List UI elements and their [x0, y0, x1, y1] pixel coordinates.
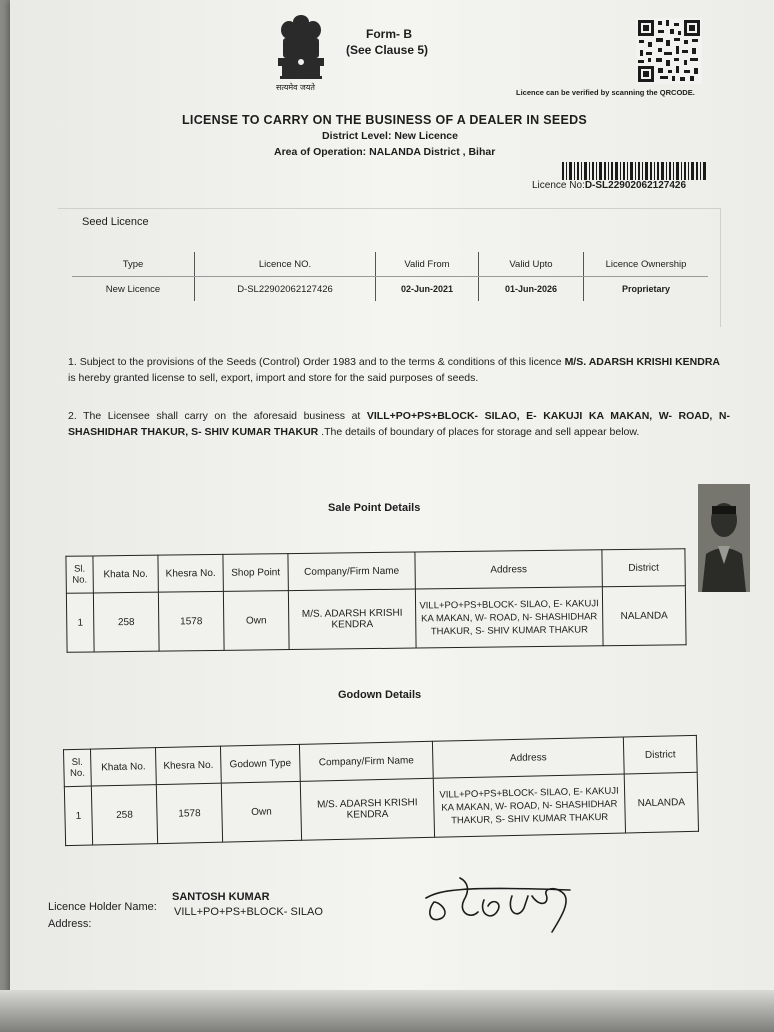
licence-number-value: D-SL22902062127426: [584, 180, 687, 191]
seed-value-ownership: Proprietary: [584, 277, 709, 302]
seed-header-type: Type: [72, 252, 195, 277]
emblem-caption: सत्यमेव जयते: [276, 83, 315, 92]
sale-header-khata-no: Khata No.: [93, 555, 158, 593]
godown-table: [63, 735, 699, 846]
sale-header-shop-point: Shop Point: [223, 554, 288, 592]
sale-header-khesra-no: Khesra No.: [158, 554, 223, 592]
sale-cell-company: M/S. ADARSH KRISHI KENDRA: [288, 589, 416, 650]
table-row: [66, 586, 686, 653]
area-of-operation: Area of Operation: NALANDA District , Bihar: [274, 146, 496, 158]
business-place-paragraph: [68, 408, 730, 440]
seed-header-valid-upto: Valid Upto: [479, 252, 584, 277]
godown-cell-sl-no: 1: [64, 786, 92, 846]
page-edge-shadow: [0, 990, 774, 1032]
sale-cell-khata-no: 258: [93, 592, 159, 652]
district-level: District Level: New Licence: [322, 130, 458, 142]
seed-licence-table: [72, 252, 708, 301]
seed-header-valid-from: Valid From: [376, 252, 479, 277]
seed-header-licence-no: Licence NO.: [195, 252, 376, 277]
holder-address-label: Address:: [48, 918, 92, 930]
seed-licence-value-row: [72, 277, 708, 302]
qr-code-icon: [636, 18, 702, 84]
holder-address: VILL+PO+PS+BLOCK- SILAO: [174, 906, 323, 918]
sale-header-sl-no: Sl. No.: [66, 556, 93, 593]
sale-cell-address: VILL+PO+PS+BLOCK- SILAO, E- KAKUJI KA MAKAN, W- ROAD, N- SHASHIDHAR THAKUR, S- SHIV KUMAR THAKUR: [415, 587, 603, 648]
holder-signature: [420, 872, 580, 942]
sale-header-address: Address: [415, 550, 602, 589]
godown-cell-khata-no: 258: [91, 785, 157, 845]
form-title: Form- B: [366, 27, 412, 41]
godown-header-company: Company/Firm Name: [299, 741, 433, 781]
godown-cell-godown-type: Own: [221, 781, 301, 842]
sale-header-district: District: [602, 549, 685, 587]
terms-text-1: 1. Subject to the provisions of the Seeds (Control) Order 1983 and to the terms & conditions of this licence: [68, 356, 565, 368]
godown-header-district: District: [623, 735, 697, 774]
godown-title: Godown Details: [338, 689, 422, 701]
licensee-photo: [698, 484, 750, 592]
godown-header-godown-type: Godown Type: [220, 744, 300, 783]
sale-point-table: [65, 548, 686, 653]
seed-value-licence-no: D-SL22902062127426: [195, 277, 376, 302]
sale-header-company: Company/Firm Name: [288, 552, 415, 591]
terms-text-2: is hereby granted license to sell, export, import and store for the said purposes of seeds.: [68, 372, 479, 384]
seed-licence-title: Seed Licence: [82, 216, 149, 228]
business-text-2: .The details of boundary of places for storage and sell appear below.: [318, 426, 640, 438]
godown-cell-khesra-no: 1578: [156, 783, 222, 843]
sale-cell-district: NALANDA: [602, 586, 686, 646]
godown-header-khesra-no: Khesra No.: [155, 746, 221, 784]
godown-cell-district: NALANDA: [624, 772, 698, 833]
sale-cell-shop-point: Own: [223, 591, 289, 651]
barcode-icon: [562, 162, 708, 180]
licence-number: [532, 180, 686, 191]
terms-paragraph: [68, 354, 720, 386]
seed-value-valid-upto: 01-Jun-2026: [479, 277, 584, 302]
licence-number-label: Licence No:: [532, 180, 585, 191]
seed-header-ownership: Licence Ownership: [584, 252, 709, 277]
business-address: VILL+PO+PS+BLOCK- SILAO, E- KAKUJI KA MAKAN, W- ROAD, N- SHASHIDHAR THAKUR, S- SHIV KUMAR THAKUR: [68, 410, 730, 438]
godown-cell-address: VILL+PO+PS+BLOCK- SILAO, E- KAKUJI KA MAKAN, W- ROAD, N- SHASHIDHAR THAKUR, S- SHIV KUMAR THAKUR: [433, 774, 625, 837]
sale-point-title: Sale Point Details: [328, 502, 421, 514]
seed-value-type: New Licence: [105, 283, 161, 295]
seed-value-valid-from: 02-Jun-2021: [376, 277, 479, 302]
godown-header-sl-no: Sl. No.: [63, 749, 91, 787]
terms-firm-name: M/S. ADARSH KRISHI KENDRA: [564, 356, 720, 368]
document-title: LICENSE TO CARRY ON THE BUSINESS OF A DEALER IN SEEDS: [182, 113, 588, 127]
holder-name: SANTOSH KUMAR: [172, 891, 270, 903]
godown-header-khata-no: Khata No.: [90, 748, 156, 786]
seed-licence-header-row: [72, 252, 708, 277]
holder-name-label: Licence Holder Name:: [48, 901, 157, 913]
sale-cell-sl-no: 1: [66, 593, 94, 652]
godown-header-address: Address: [432, 737, 624, 778]
sale-cell-khesra-no: 1578: [158, 591, 224, 651]
qr-verification-note: Licence can be verified by scanning the QRCODE.: [516, 88, 695, 97]
godown-cell-company: M/S. ADARSH KRISHI KENDRA: [300, 778, 434, 840]
form-clause: (See Clause 5): [346, 43, 429, 57]
business-text-1: 2. The Licensee shall carry on the aforesaid business at: [68, 410, 367, 422]
